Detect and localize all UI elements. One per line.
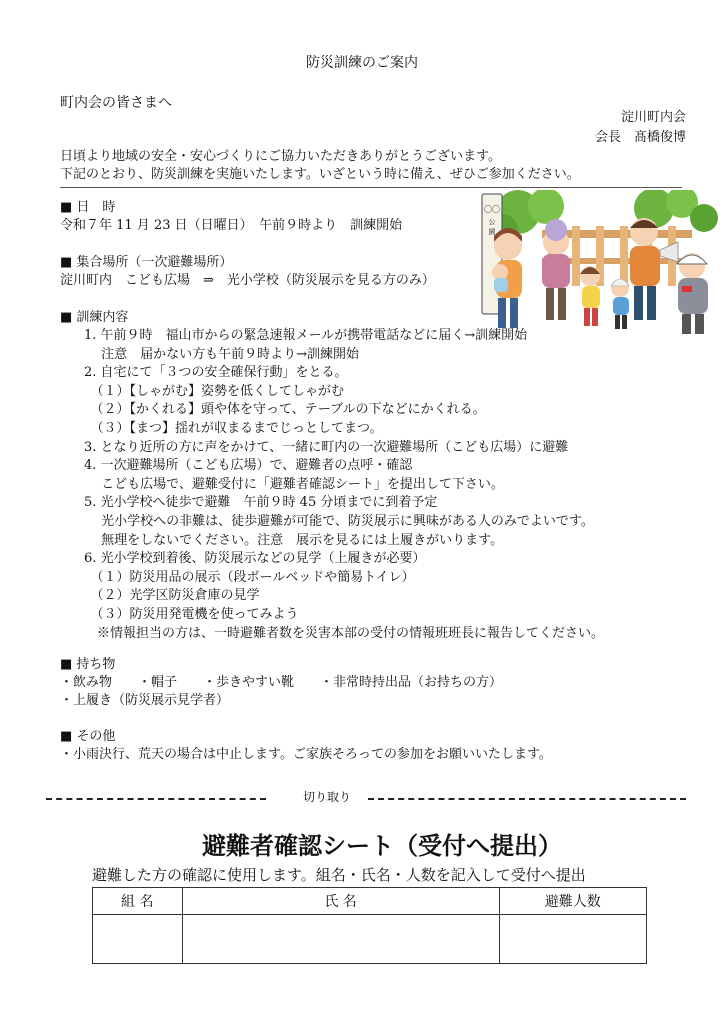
- sheet-title: 避難者確認シート（受付へ提出）: [202, 832, 562, 860]
- divider: [60, 187, 682, 188]
- cut-dash-left: [46, 798, 266, 800]
- training-item: （２）【かくれる】頭や体を守って、テーブルの下などにかくれる。: [84, 402, 486, 418]
- section-text: 令和７年 11 月 23 日（日曜日） 午前９時より 訓練開始: [60, 218, 403, 233]
- cut-line: [46, 788, 686, 808]
- section-heading: ■ 集合場所（一次避難場所）: [60, 255, 233, 270]
- document-title: 防災訓練のご案内: [306, 55, 418, 71]
- section-other: [60, 728, 552, 764]
- cut-label: 切り取り: [302, 790, 351, 804]
- column-header-name: 氏 名: [182, 888, 499, 915]
- training-item: 3. となり近所の方に声をかけて、一緒に町内の一次避難場所（こども広場）に避難: [84, 439, 569, 455]
- section-belongings: [60, 656, 502, 710]
- section-text: 淀川町内 こども広場 ⇒ 光小学校（防災展示を見る方のみ）: [60, 273, 435, 288]
- training-item: （１）【しゃがむ】姿勢を低くしてしゃがむ: [84, 383, 345, 399]
- form-row: [93, 915, 647, 964]
- training-item: 5. 光小学校へ徒歩で避難 午前９時 45 分頃までに到着予定: [84, 495, 438, 511]
- sender-block: [595, 108, 686, 148]
- section-heading: ■ 訓練内容: [60, 310, 129, 325]
- greeting-line: 下記のとおり、防災訓練を実施いたします。いざという時に備え、ぜひご参加ください。: [60, 167, 580, 182]
- training-item: 2. 自宅にて「３つの安全確保行動」をとる。: [84, 365, 348, 381]
- training-item: （２）光学区防災倉庫の見学: [84, 588, 260, 604]
- evacuee-form-table: [92, 887, 647, 964]
- svg-text:園: 園: [488, 228, 496, 236]
- training-item: こども広場で、避難受付に「避難者確認シート」を提出して下さい。: [84, 476, 504, 492]
- training-item: 1. 午前９時 福山市からの緊急速報メールが携帯電話などに届く→訓練開始: [84, 328, 528, 343]
- training-item: （１）防災用品の展示（段ボールベッドや簡易トイレ）: [84, 569, 415, 585]
- evacuee-count-field[interactable]: [499, 915, 646, 964]
- greeting: [60, 148, 580, 184]
- training-item: 6. 光小学校到着後、防災展示などの見学（上履きが必要）: [84, 551, 426, 567]
- training-item: 無理をしないでください。注意 展示を見るには上履きがいります。: [84, 532, 504, 548]
- training-list: [60, 327, 604, 643]
- training-item: （３）【まつ】揺れが収まるまでじっとしてまつ。: [84, 420, 383, 436]
- cut-dash-right: [368, 798, 686, 800]
- column-header-group: 組 名: [93, 888, 183, 915]
- section-heading: ■ 持ち物: [60, 657, 116, 672]
- training-item: 注意 届かない方も午前９時より→訓練開始: [84, 346, 360, 362]
- signatory: 会長 髙橋俊博: [594, 130, 686, 145]
- park-sign-text: 〇〇: [484, 205, 500, 214]
- training-item: 4. 一次避難場所（こども広場）で、避難者の点呼・確認: [84, 458, 413, 474]
- training-item: 光小学校への非難は、徒歩避難が可能で、防災展示に興味がある人のみでよいです。: [84, 513, 594, 529]
- addressee: 町内会の皆さまへ: [60, 95, 172, 111]
- section-text: ・小雨決行、荒天の場合は中止します。ご家族そろっての参加をお願いいたします。: [60, 747, 552, 762]
- section-training: [60, 309, 604, 643]
- svg-text:公: 公: [488, 218, 496, 226]
- column-header-count: 避難人数: [499, 888, 646, 915]
- section-heading: ■ 日 時: [60, 200, 116, 215]
- org-name: 淀川町内会: [620, 110, 686, 125]
- sheet-subtitle: 避難した方の確認に使用します。組名・氏名・人数を記入して受付へ提出: [92, 866, 586, 884]
- person-name-field[interactable]: [182, 915, 499, 964]
- section-heading: ■ その他: [60, 729, 116, 744]
- greeting-line: 日頃より地域の安全・安心づくりにご協力いただきありがとうございます。: [60, 149, 501, 164]
- training-item: （３）防災用発電機を使ってみよう: [84, 606, 299, 622]
- belongings-line: ・上履き（防災展示見学者）: [60, 693, 230, 708]
- section-date: [60, 199, 402, 235]
- section-place: [60, 254, 435, 290]
- belongings-line: ・飲み物 ・帽子 ・歩きやすい靴 ・非常時持出品（お持ちの方）: [60, 675, 503, 690]
- group-name-field[interactable]: [93, 915, 183, 964]
- training-item: ※情報担当の方は、一時避難者数を災害本部の受付の情報班班長に報告してください。: [84, 625, 605, 641]
- family-evacuation-illustration: [478, 190, 718, 336]
